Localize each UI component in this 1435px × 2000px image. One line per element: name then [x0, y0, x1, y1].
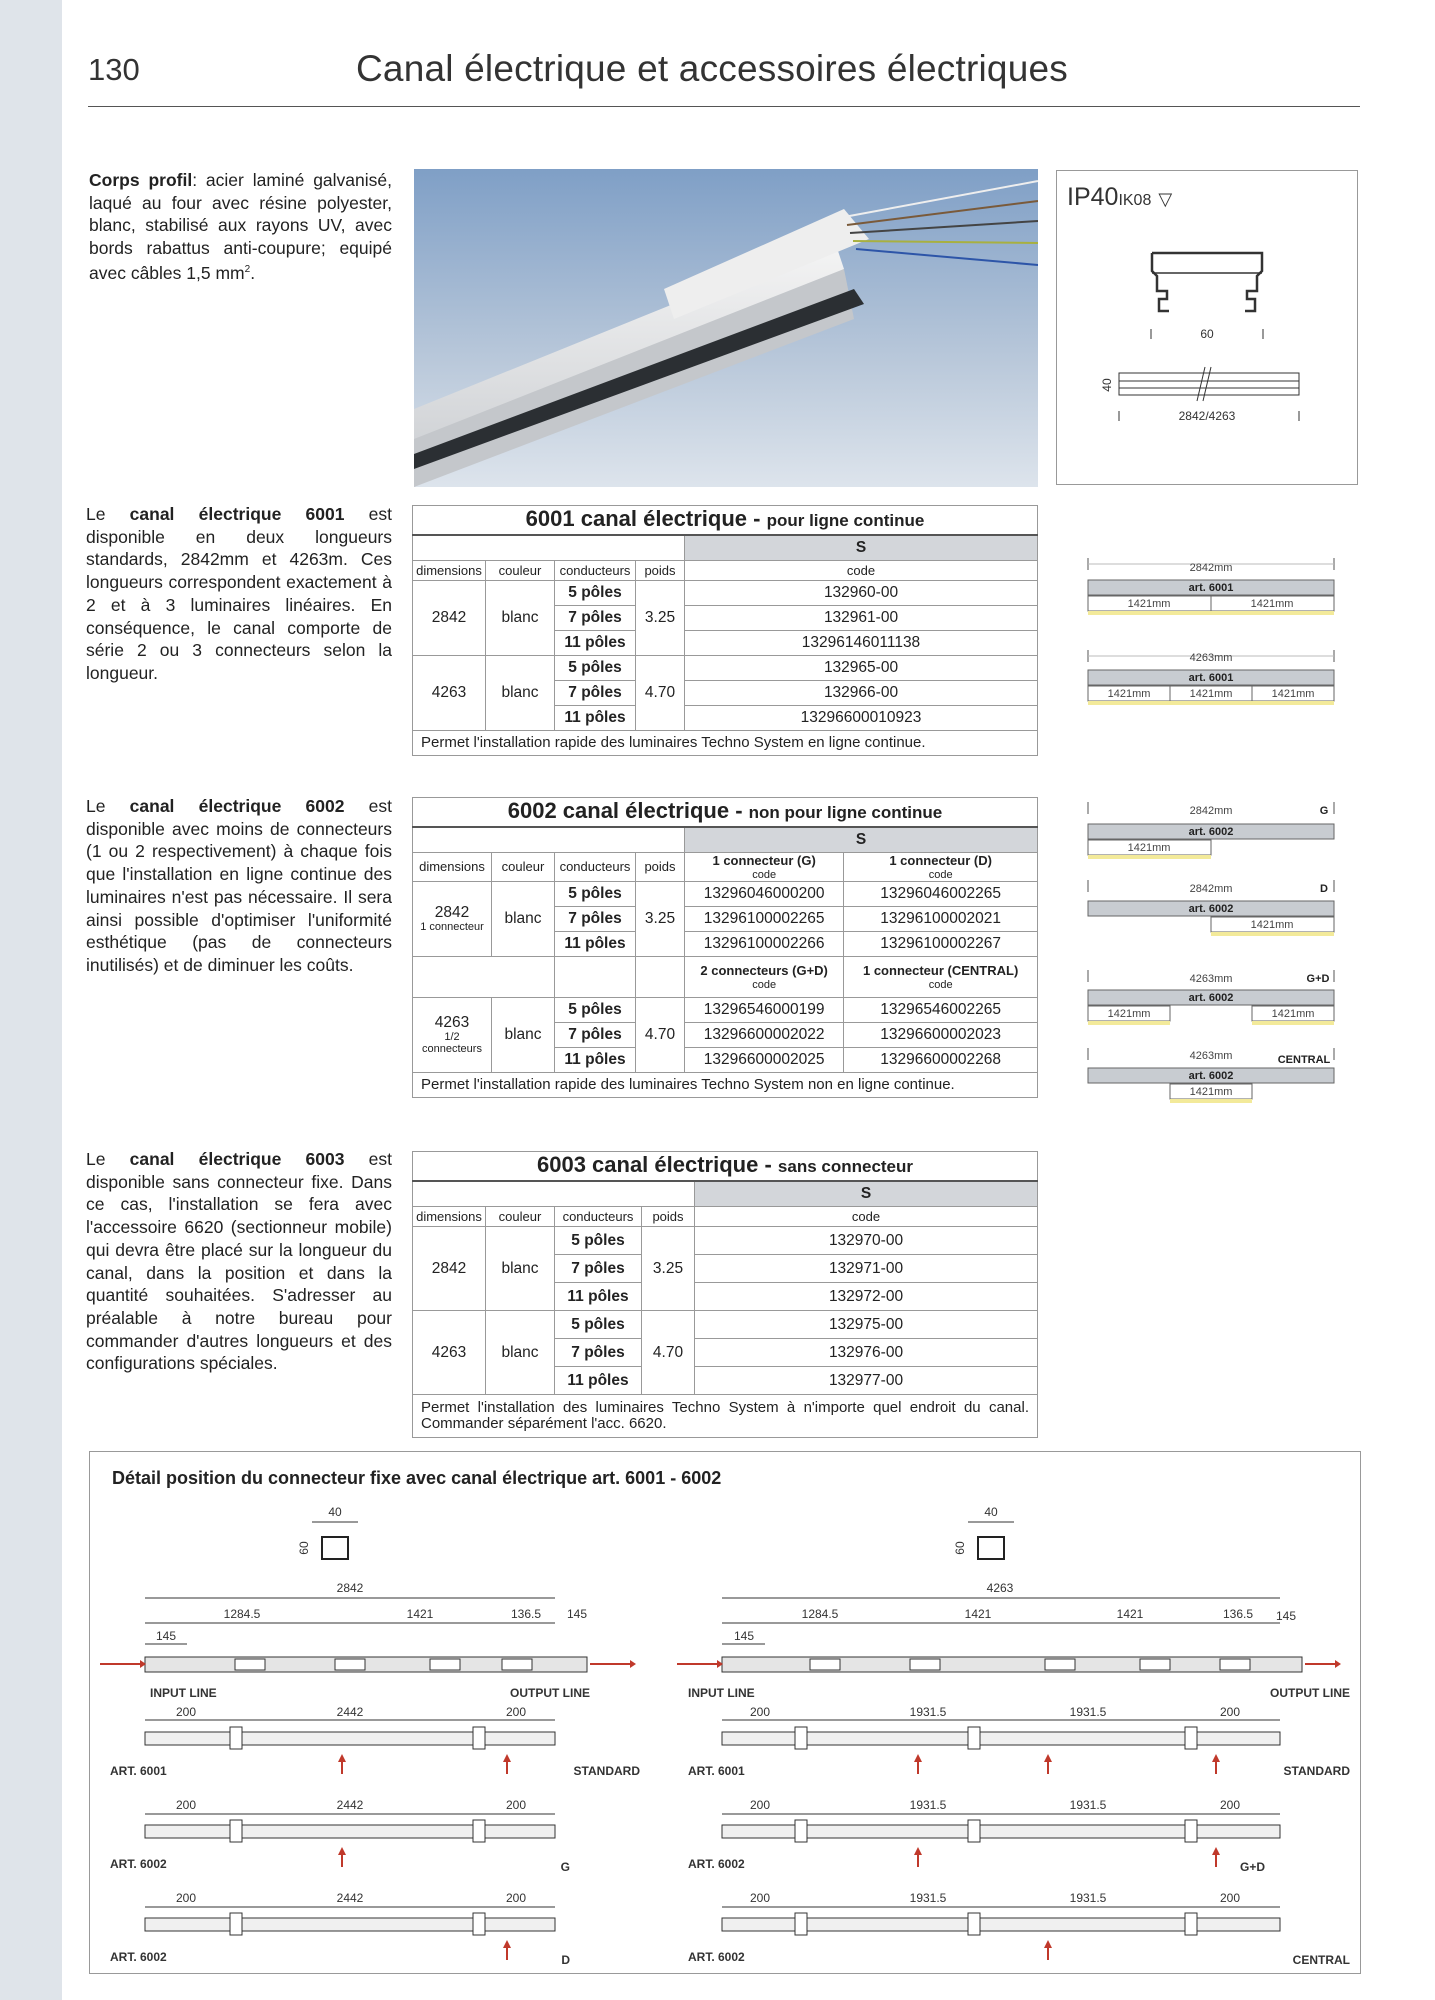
- svg-text:OUTPUT LINE: OUTPUT LINE: [510, 1686, 590, 1700]
- table-6003: 6003 canal électrique - sans connecteur S dimensions couleur conducteurs poids code 2842 blanc 5 pôles 3.25 132970-00 7 pôles 132971-00 11 pôles 132972-00 4263 blanc 5 pôles 4.70 132975-00 7 pôles 132976-00 11 pôles 132977-00 Permet l'installation des luminaires Techno System à n'importe quel endroit du canal. Commander séparément l'acc. 6620.: [412, 1151, 1038, 1438]
- product-photo: [414, 169, 1038, 487]
- svg-text:1931.5: 1931.5: [1069, 1798, 1107, 1812]
- svg-text:4263mm: 4263mm: [1189, 1050, 1233, 1062]
- svg-text:200: 200: [505, 1891, 527, 1905]
- svg-text:145: 145: [1275, 1609, 1297, 1623]
- page-sidebar: [0, 0, 62, 2000]
- svg-text:ART. 6002: ART. 6002: [110, 1950, 167, 1964]
- desc-6002: Le canal électrique 6002 est disponible avec moins de connecteurs (1 ou 2 respectivement) à chaque fois que l'installation en ligne continue des luminaires n'est pas nécessaire. Il sera ainsi possible d'optimiser l'uniformité esthétique (pas de connecteurs inutilisés) et de diminuer les coûts.: [86, 796, 392, 975]
- svg-text:ART. 6002: ART. 6002: [110, 1857, 167, 1871]
- svg-text:1421mm: 1421mm: [1250, 919, 1294, 931]
- svg-text:1421mm: 1421mm: [1189, 688, 1233, 700]
- diagrams-6001: [1082, 556, 1342, 726]
- svg-text:1931.5: 1931.5: [909, 1705, 947, 1719]
- svg-text:art. 6001: art. 6001: [1188, 672, 1234, 684]
- detail-drawings: [90, 1452, 1360, 1972]
- svg-text:D: D: [561, 1953, 570, 1967]
- svg-text:136.5: 136.5: [1222, 1607, 1254, 1621]
- svg-text:200: 200: [175, 1798, 197, 1812]
- svg-text:ART. 6002: ART. 6002: [688, 1857, 745, 1871]
- svg-text:60: 60: [1200, 327, 1214, 341]
- svg-text:art. 6002: art. 6002: [1188, 826, 1234, 838]
- svg-text:art. 6002: art. 6002: [1188, 1070, 1234, 1082]
- svg-text:200: 200: [175, 1705, 197, 1719]
- svg-text:G+D: G+D: [1239, 1860, 1265, 1874]
- svg-text:1284.5: 1284.5: [801, 1607, 839, 1621]
- desc-6001: Le canal électrique 6001 est disponible en deux longueurs standards, 2842mm et 4263m. Ces longueurs correspondent exactement à 2 et à 3 luminaires linéaires. En conséquence, le canal comporte de série 2 ou 3 connecteurs selon la longueur.: [86, 504, 392, 683]
- svg-text:200: 200: [1219, 1891, 1241, 1905]
- svg-text:art. 6002: art. 6002: [1188, 992, 1234, 1004]
- svg-text:2442: 2442: [336, 1798, 364, 1812]
- svg-text:200: 200: [1219, 1705, 1241, 1719]
- svg-text:1421mm: 1421mm: [1127, 842, 1171, 854]
- svg-text:200: 200: [505, 1705, 527, 1719]
- svg-text:40: 40: [984, 1505, 998, 1519]
- svg-text:2842mm: 2842mm: [1189, 562, 1233, 574]
- svg-text:4263: 4263: [986, 1581, 1014, 1595]
- svg-text:145: 145: [566, 1607, 588, 1621]
- svg-text:CENTRAL: CENTRAL: [1277, 1054, 1331, 1066]
- svg-text:2442: 2442: [336, 1891, 364, 1905]
- svg-text:1931.5: 1931.5: [1069, 1705, 1107, 1719]
- svg-text:1421mm: 1421mm: [1107, 1008, 1151, 1020]
- svg-text:OUTPUT LINE: OUTPUT LINE: [1270, 1686, 1350, 1700]
- svg-text:G+D: G+D: [1306, 973, 1330, 985]
- svg-text:200: 200: [175, 1891, 197, 1905]
- svg-text:INPUT LINE: INPUT LINE: [688, 1686, 755, 1700]
- ip-rating: IP40IK08 ▽: [1067, 183, 1173, 211]
- svg-text:INPUT LINE: INPUT LINE: [150, 1686, 217, 1700]
- svg-text:60: 60: [953, 1541, 967, 1555]
- svg-text:G: G: [1319, 805, 1329, 817]
- table-title: 6003 canal électrique - sans connecteur: [413, 1152, 1038, 1182]
- svg-text:ART. 6002: ART. 6002: [688, 1950, 745, 1964]
- svg-text:136.5: 136.5: [510, 1607, 542, 1621]
- svg-text:ART. 6001: ART. 6001: [110, 1764, 167, 1778]
- svg-text:art. 6002: art. 6002: [1188, 903, 1234, 915]
- svg-text:40: 40: [328, 1505, 342, 1519]
- svg-text:1931.5: 1931.5: [909, 1798, 947, 1812]
- svg-text:1421mm: 1421mm: [1127, 598, 1171, 610]
- spec-box: [1056, 170, 1358, 485]
- svg-text:STANDARD: STANDARD: [1283, 1764, 1350, 1778]
- svg-text:art. 6001: art. 6001: [1188, 582, 1234, 594]
- table-6002: 6002 canal électrique - non pour ligne continue S dimensions couleur conducteurs poids 1 connecteur (G) code 1 connecteur (D) code 2842 1 connecteur blanc 5 pôles 3.25 13296046000200 13296046002265 7 pôles 13296100002265 13296100002021 11 pôles 13296100002266 13296100002267 2 connecteurs (G+D) code 1 connecteur (CENTRAL) code 4263 1/2 connecteurs blanc 5 pôles 4.70 13296546000199 13296546002265 7 pôles 13296600002022 13296600002023 11 pôles 13296600002025 13296600002268 Permet l'installation rapide des luminaires Techno System non en ligne continue.: [412, 797, 1038, 1098]
- svg-text:1931.5: 1931.5: [1069, 1891, 1107, 1905]
- svg-text:200: 200: [749, 1705, 771, 1719]
- svg-text:2842/4263: 2842/4263: [1178, 409, 1236, 423]
- svg-text:4263mm: 4263mm: [1189, 652, 1233, 664]
- svg-text:200: 200: [1219, 1798, 1241, 1812]
- svg-text:2842mm: 2842mm: [1189, 805, 1233, 817]
- svg-text:200: 200: [749, 1798, 771, 1812]
- svg-text:D: D: [1320, 883, 1328, 895]
- svg-text:CENTRAL: CENTRAL: [1292, 1953, 1350, 1967]
- svg-text:1421mm: 1421mm: [1271, 688, 1315, 700]
- svg-text:1421: 1421: [964, 1607, 992, 1621]
- svg-text:200: 200: [749, 1891, 771, 1905]
- svg-text:1421mm: 1421mm: [1107, 688, 1151, 700]
- svg-text:1421mm: 1421mm: [1250, 598, 1294, 610]
- page-title: Canal électrique et accessoires électriques: [356, 48, 1068, 89]
- svg-text:1421: 1421: [406, 1607, 434, 1621]
- svg-text:2842mm: 2842mm: [1189, 883, 1233, 895]
- page-number: 130: [88, 52, 140, 87]
- svg-text:145: 145: [733, 1629, 755, 1643]
- svg-text:ART. 6001: ART. 6001: [688, 1764, 745, 1778]
- svg-text:1421: 1421: [1116, 1607, 1144, 1621]
- svg-text:STANDARD: STANDARD: [573, 1764, 640, 1778]
- header-rule: [88, 106, 1360, 107]
- diagrams-6002: [1082, 800, 1342, 1110]
- table-title: 6001 canal électrique - pour ligne continue: [413, 506, 1038, 536]
- svg-text:200: 200: [505, 1798, 527, 1812]
- svg-text:60: 60: [297, 1541, 311, 1555]
- intro-text: Corps profil: acier laminé galvanisé, laqué au four avec résine polyester, blanc, stabilisé aux rayons UV, avec bords rabattus anti-coupure; equipé avec câbles 1,5 $mm^2$.: [89, 170, 392, 283]
- svg-text:1421mm: 1421mm: [1271, 1008, 1315, 1020]
- svg-text:2842: 2842: [336, 1581, 364, 1595]
- svg-text:1284.5: 1284.5: [223, 1607, 261, 1621]
- svg-text:1421mm: 1421mm: [1189, 1086, 1233, 1098]
- svg-text:G: G: [560, 1860, 570, 1874]
- profile-drawing: [1057, 211, 1357, 481]
- svg-text:4263mm: 4263mm: [1189, 973, 1233, 985]
- svg-text:2442: 2442: [336, 1705, 364, 1719]
- table-title: 6002 canal électrique - non pour ligne continue: [413, 798, 1038, 828]
- svg-text:145: 145: [155, 1629, 177, 1643]
- svg-text:1931.5: 1931.5: [909, 1891, 947, 1905]
- svg-text:40: 40: [1100, 378, 1114, 392]
- detail-section: [89, 1451, 1361, 1974]
- detail-title: Détail position du connecteur fixe avec canal électrique art. 6001 - 6002: [112, 1468, 722, 1488]
- table-6001: 6001 canal électrique - pour ligne continue S dimensions couleur conducteurs poids code 2842 blanc 5 pôles 3.25 132960-00 7 pôles 132961-00 11 pôles 13296146011138 4263 blanc 5 pôles 4.70 132965-00 7 pôles 132966-00 11 pôles 13296600010923 Permet l'installation rapide des luminaires Techno System en ligne continue.: [412, 505, 1038, 756]
- desc-6003: Le canal électrique 6003 est disponible sans connecteur fixe. Dans ce cas, l'installation se fera avec l'accessoire 6620 (sectionneur mobile) qui devra être placé sur la longueur du canal, dans la position et dans la quantité souhaitées. S'adresser au préalable à notre bureau pour commander d'autres longueurs et des configurations spéciales.: [86, 1149, 392, 1374]
